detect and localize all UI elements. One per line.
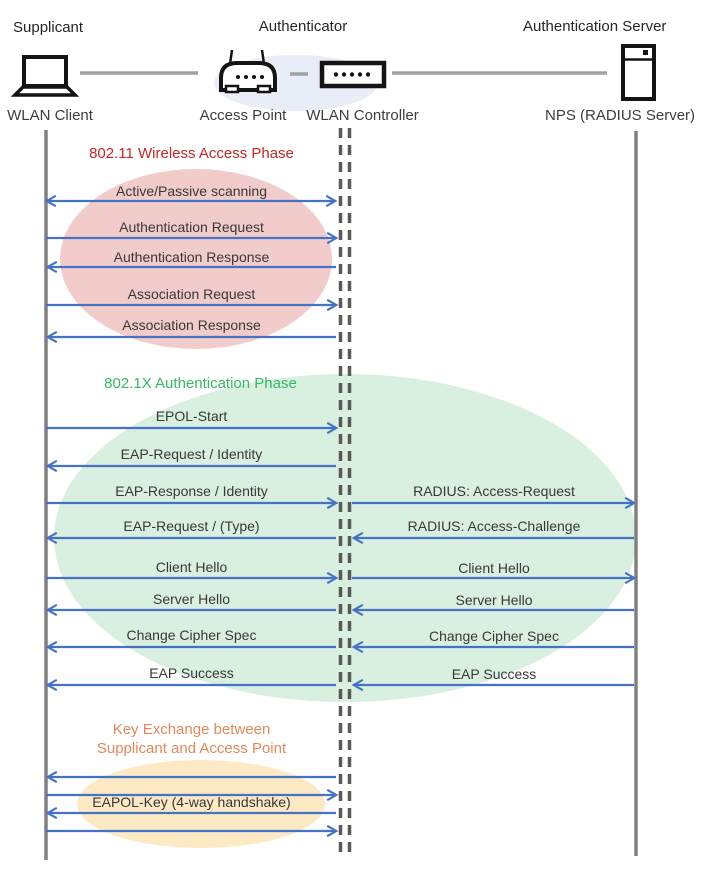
msg-change-cipher-left: Change Cipher Spec xyxy=(126,627,257,643)
msg-scanning: Active/Passive scanning xyxy=(116,183,267,199)
msg-eap-request-identity: EAP-Request / Identity xyxy=(120,446,263,462)
msg-client-hello-right: Client Hello xyxy=(458,560,530,576)
msg-eap-success-left: EAP Success xyxy=(149,665,234,681)
msg-eap-request-type: EAP-Request / (Type) xyxy=(123,518,260,534)
msg-change-cipher-right: Change Cipher Spec xyxy=(429,628,559,644)
msg-radius-access-challenge: RADIUS: Access-Challenge xyxy=(407,518,581,534)
msg-server-hello-right: Server Hello xyxy=(455,592,533,608)
supplicant-role-label: Supplicant xyxy=(13,19,84,36)
msg-eap-success-right: EAP Success xyxy=(451,666,537,682)
wlan-client-label: WLAN Client xyxy=(7,107,93,124)
auth-server-role-label: Authentication Server xyxy=(523,18,667,35)
phase2-title: 802.1X Authentication Phase xyxy=(104,375,297,392)
msg-assoc-request: Association Request xyxy=(127,286,256,302)
msg-auth-response: Authentication Response xyxy=(113,249,270,265)
msg-server-hello-left: Server Hello xyxy=(152,591,231,607)
phase3-title-line2: Supplicant and Access Point xyxy=(96,740,287,757)
server-icon xyxy=(623,46,654,99)
phase1-title: 802.11 Wireless Access Phase xyxy=(89,145,294,162)
laptop-icon xyxy=(15,57,75,95)
msg-auth-request: Authentication Request xyxy=(119,219,264,235)
msg-radius-access-request: RADIUS: Access-Request xyxy=(413,483,575,499)
msg-eap-response-identity: EAP-Response / Identity xyxy=(115,483,268,499)
nps-label: NPS (RADIUS Server) xyxy=(545,107,696,124)
msg-epol-start: EPOL-Start xyxy=(155,408,228,424)
wlan-controller-icon xyxy=(322,63,384,86)
msg-assoc-response: Association Response xyxy=(122,317,261,333)
phase3-title-line1: Key Exchange between xyxy=(112,721,271,738)
access-point-label: Access Point xyxy=(199,107,287,124)
authenticator-role-label: Authenticator xyxy=(258,18,348,35)
access-point-icon xyxy=(221,50,275,92)
wlan-controller-label: WLAN Controller xyxy=(306,107,419,124)
msg-client-hello-left: Client Hello xyxy=(155,559,228,575)
msg-eapol-key: EAPOL-Key (4-way handshake) xyxy=(92,794,291,810)
